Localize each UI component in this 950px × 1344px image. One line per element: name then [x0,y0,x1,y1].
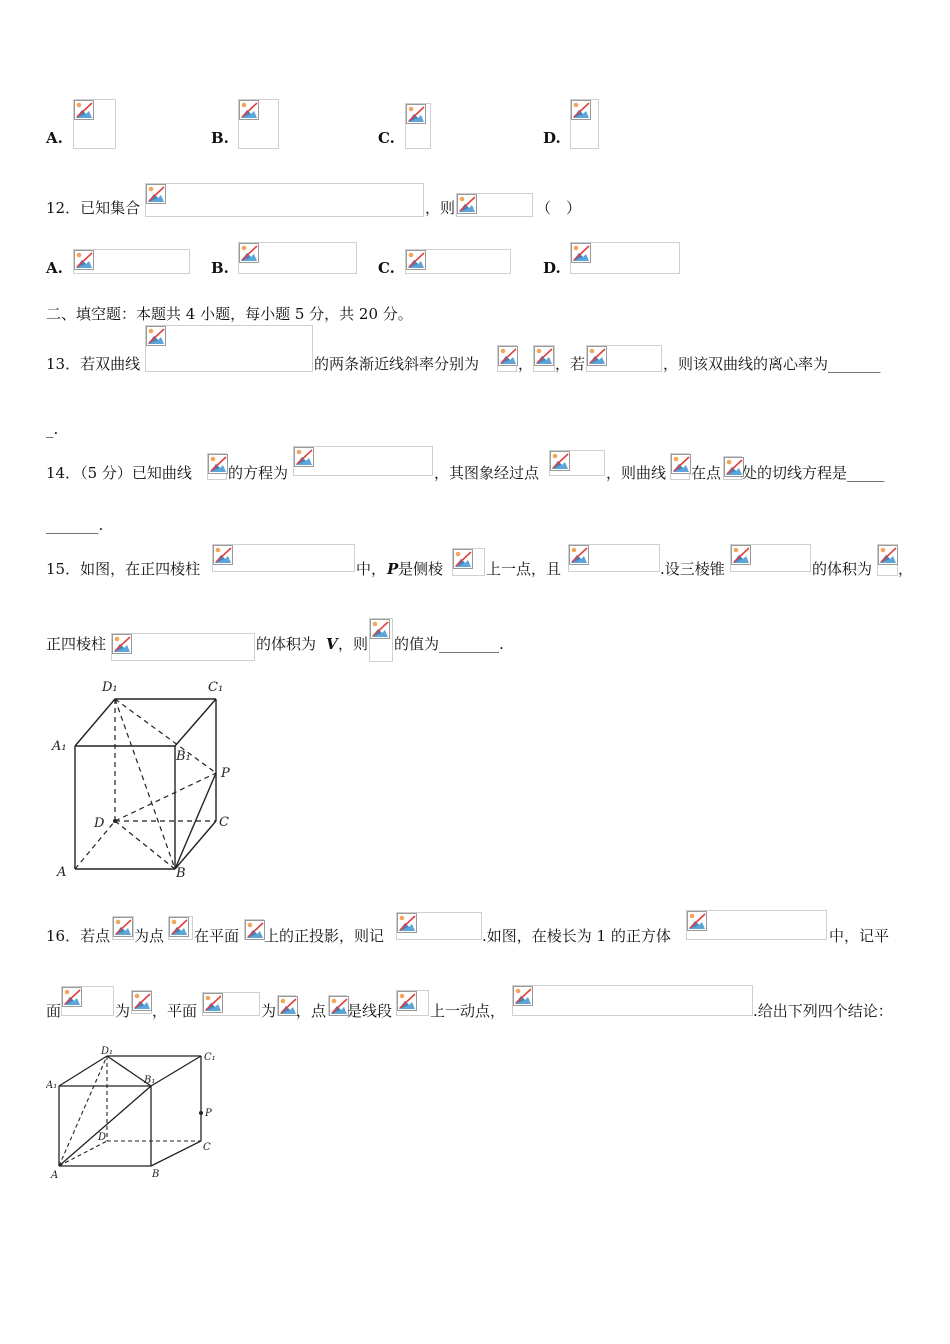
q16-wei2: 为 [115,1002,131,1020]
q15-ratio-image [369,618,393,662]
option-d-image [570,99,599,149]
label-b: B [152,1169,160,1180]
q12-option-c-label: C. [378,259,395,277]
broken-image-icon [74,250,94,270]
broken-image-icon [239,100,259,120]
broken-image-icon [245,920,265,940]
broken-image-icon [671,454,691,474]
q12-option-b-label: B. [211,259,229,277]
label-b1: B₁ [144,1075,156,1086]
vertex-d [113,819,117,823]
broken-image-icon [731,545,751,565]
q15-comma: ， [898,560,914,578]
label-d: D [98,1132,107,1143]
broken-image-icon [571,100,591,120]
broken-image-icon [406,104,426,124]
edge-b-c [151,1141,201,1166]
label-a1: A₁ [46,1080,58,1091]
broken-image-icon [74,100,94,120]
q15-text-pre: 15．如图，在正四棱柱 [46,560,201,578]
q14-text-mid2: ，其图象经过点 [434,464,540,482]
edge-a1-d1 [59,1056,107,1086]
edge-b1-c1 [175,699,216,746]
q16-point1-image [112,916,134,940]
q15-pyramid-image [730,544,811,572]
q12-paren: （ ） [536,199,582,217]
q16-cube-image [686,910,827,940]
broken-image-icon [169,917,189,937]
q15-text-post: 的值为________. [394,635,504,653]
label-d: D [94,816,105,831]
q16-zai: 在平面 [194,927,240,945]
broken-image-icon [406,250,426,270]
q15-v-symbol: V [326,635,338,653]
q14-text-mid3: ，则曲线 [606,464,667,482]
q13-k2-image [533,345,555,372]
q13-text-pre: 13．若双曲线 [46,355,141,373]
q16-shi: 是线段 [347,1002,393,1020]
q16-plane2-image [202,992,260,1016]
label-p: P [205,1108,212,1119]
q14-point-image [549,450,605,476]
label-d1: D₁ [102,680,118,695]
q14-point2-image [723,456,742,480]
q16-point3-image [328,995,347,1016]
q16-text-pre: 16．若点 [46,927,111,945]
broken-image-icon [132,991,152,1011]
broken-image-icon [329,996,349,1016]
q14-text-pre: 14．（5 分）已知曲线 [46,464,192,482]
q13-text-mid: 的两条渐近线斜率分别为 [314,355,480,373]
q16-alpha-image [131,990,152,1014]
q15-text-mid: 中， [356,560,387,578]
q12-text: 12．已知集合 [46,199,141,217]
q16-tail: .给出下列四个结论： [753,1002,893,1020]
broken-image-icon [146,326,166,346]
broken-image-icon [457,194,477,214]
edge-a1-d1 [75,699,115,746]
label-a1: A₁ [52,739,67,754]
q16-notation-image [396,912,482,940]
label-d1: D₁ [101,1046,114,1057]
q16-wei3: 为 [261,1002,277,1020]
q15-text-mid2: 是侧棱 [398,560,444,578]
q15-then: ，则 [338,635,369,653]
broken-image-icon [62,987,82,1007]
broken-image-icon [278,996,298,1016]
broken-image-icon [571,243,591,263]
option-a-image [73,99,116,149]
broken-image-icon [587,346,607,366]
label-a: A [51,1170,59,1181]
q15-edge-image [452,548,485,576]
q13-hyperbola-image [145,325,313,372]
q12-then: ，则 [425,199,456,217]
q14-blank-tail: _______. [46,516,104,534]
option-b-label: B. [211,129,229,147]
section-heading: 二、填空题：本题共 4 小题，每小题 5 分，共 20 分。 [46,305,413,323]
broken-image-icon [453,549,473,569]
broken-image-icon [534,346,554,366]
q13-comma: ， [518,355,534,373]
q12-set-image [145,183,424,217]
q16-pingmian: ，平面 [152,1002,198,1020]
broken-image-icon [203,993,223,1013]
q16-segment-image [396,990,429,1016]
q12-option-b-image [238,242,357,274]
q14-text-post: 处的切线方程是_____ [742,464,885,482]
broken-image-icon [397,913,417,933]
q14-equation-image [293,446,433,476]
point-p [199,1111,203,1115]
q16-beta-image [277,995,296,1016]
broken-image-icon [208,454,228,474]
label-b1: B₁ [176,749,191,764]
prism-figure [46,676,246,882]
option-c-image [405,103,431,149]
option-b-image [238,99,279,149]
broken-image-icon [112,634,132,654]
broken-image-icon [146,184,166,204]
q14-curve-image [207,453,227,480]
q16-plane-image [244,919,264,940]
label-c: C [203,1142,211,1153]
q16-def-image [512,985,753,1016]
q15-point-p: P [387,560,399,578]
broken-image-icon [550,451,570,471]
q14-curve2-image [670,453,690,480]
edge-b1-c1 [151,1056,201,1086]
label-a: A [57,865,67,880]
q12-option-d-image [570,242,680,274]
broken-image-icon [569,545,589,565]
q16-point2-image [168,916,193,940]
q13-k1-image [497,345,517,372]
label-c1: C₁ [204,1052,216,1063]
q15-v1-image [877,544,898,576]
q16-wei: 为点 [134,927,165,945]
q14-at: 在点 [691,464,722,482]
q16-cube-text: .如图，在棱长为 1 的正方体 [482,927,671,945]
q15-text-mid5: 的体积为 [812,560,873,578]
q14-text-mid: 的方程为 [228,464,289,482]
label-c: C [219,815,229,830]
q12-option-a-image [73,249,190,274]
edge-b-c [175,821,216,869]
q12-option-c-image [405,249,511,274]
q12-expr-image [456,193,533,217]
broken-image-icon [513,986,533,1006]
q13-condition-image [586,345,662,372]
q16-zhong: 中，记平 [829,927,890,945]
q15-prism-image [212,544,355,572]
option-a-label: A. [46,129,63,147]
edge-d1-p [115,699,216,773]
q16-dian: ，点 [296,1002,327,1020]
q16-mian: 面 [46,1002,62,1020]
q12-option-d-label: D. [543,259,561,277]
q12-option-a-label: A. [46,259,63,277]
broken-image-icon [370,619,390,639]
q13-if: ，若 [555,355,586,373]
edge-a-d1 [59,1056,107,1166]
q15-condition-image [568,544,660,572]
q15-text-mid3: 上一点，且 [486,560,562,578]
q15-prism2-image [111,633,255,661]
label-p: P [221,766,230,781]
broken-image-icon [498,346,518,366]
q15-vol-text: 的体积为 [256,635,317,653]
q13-text-post: ，则该双曲线的离心率为_______ [663,355,881,373]
broken-image-icon [397,991,417,1011]
broken-image-icon [724,457,744,477]
cube-figure [46,1046,226,1186]
q15-text-mid4: .设三棱锥 [660,560,725,578]
q16-shang2: 上一动点， [430,1002,506,1020]
broken-image-icon [113,917,133,937]
label-c1: C₁ [208,680,224,695]
edge-d-p [115,773,216,821]
edge-a-b1 [59,1086,151,1166]
q16-shang: 上的正投影，则记 [264,927,385,945]
broken-image-icon [213,545,233,565]
broken-image-icon [294,447,314,467]
q16-plane1-image [61,986,114,1016]
label-b: B [176,866,186,881]
option-d-label: D. [543,129,561,147]
edge-d1-b [115,699,175,869]
q13-blank-tail: _. [46,420,59,438]
option-c-label: C. [378,129,395,147]
broken-image-icon [878,545,898,565]
broken-image-icon [687,911,707,931]
broken-image-icon [239,243,259,263]
q15-line2-text: 正四棱柱 [46,635,107,653]
